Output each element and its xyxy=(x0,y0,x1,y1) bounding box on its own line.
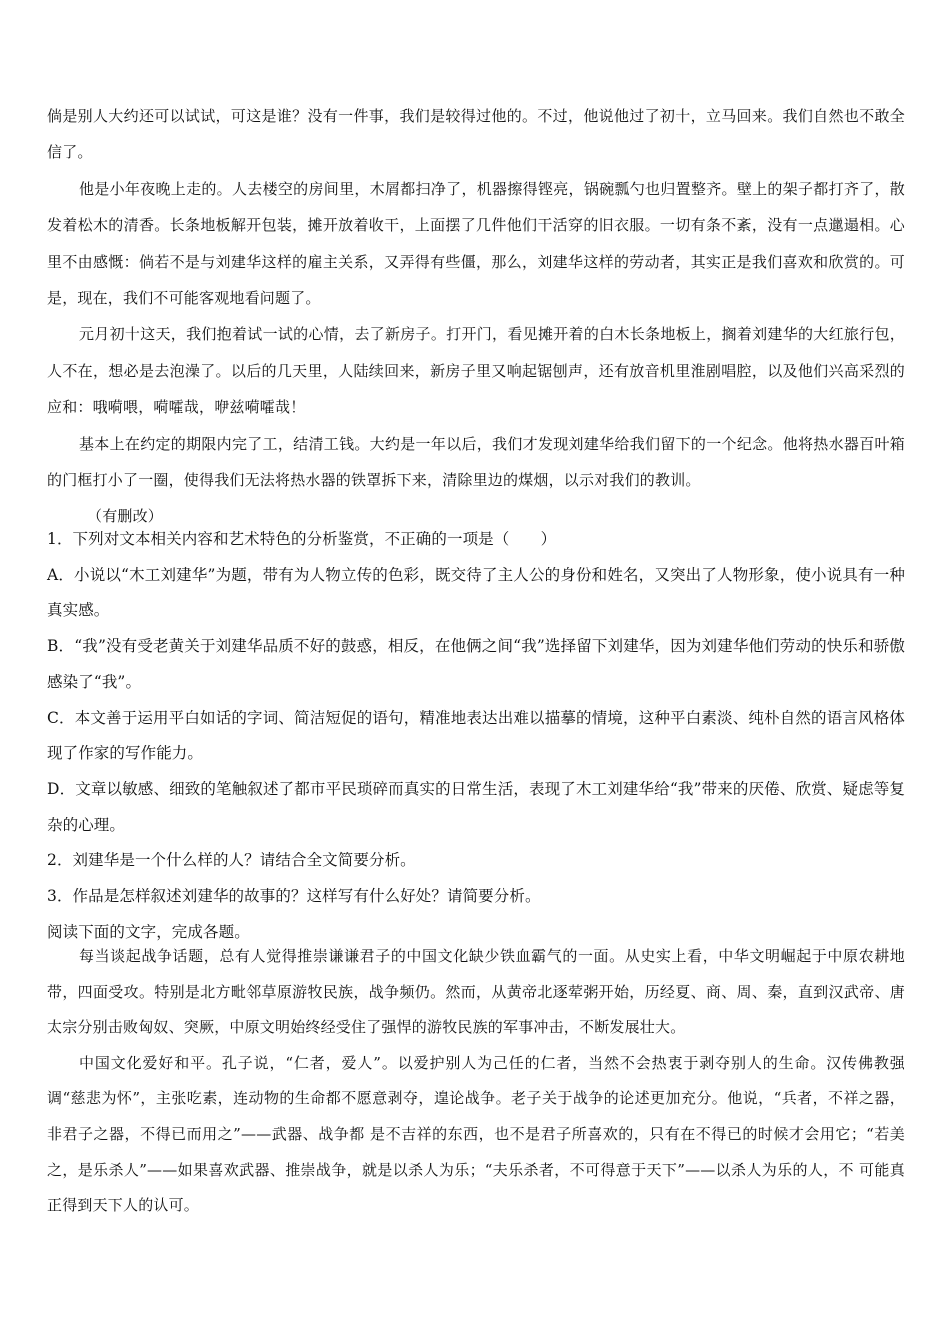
story-paragraph: 元月初十这天，我们抱着试一试的心情，去了新房子。打开门，看见摊开着的白木长条地板上，搁着刘建华的大红旅行包，人不在，想必是去泡澡了。以后的几天里，人陆续回来，新房子里又响起锯刨声，还有放音机里淮剧唱腔，以及他们兴高采烈的应和：哦嗬喂，嗬嚯哉，咿兹嗬嚯哉！ xyxy=(47,325,905,417)
option-c: C．本文善于运用平白如话的字词、简洁短促的语句，精准地表达出难以描摹的情境，这种平白素淡、纯朴自然的语言风格体现了作家的写作能力。 xyxy=(47,708,905,763)
story-paragraph: 倘是别人大约还可以试试，可这是谁？没有一件事，我们是较得过他的。不过，他说他过了初十，立马回来。我们自然也不敢全信了。 xyxy=(47,107,905,162)
story-paragraph: 他是小年夜晚上走的。人去楼空的房间里，木屑都扫净了，机器擦得铿亮，锅碗瓢勺也归置整齐。壁上的架子都打齐了，散发着松木的清香。长条地板解开包装，摊开放着收干，上面摆了几件他们干活穿的旧衣服。一切有条不紊，没有一点邋遢相。心里不由感慨：倘若不是与刘建华这样的雇主关系，又弄得有些僵，那么，刘建华这样的劳动者，其实正是我们喜欢和欣赏的。可是，现在，我们不可能客观地看问题了。 xyxy=(47,179,905,308)
reading-instruction: 阅读下面的文字，完成各题。 xyxy=(47,922,250,941)
question-2: 2．刘建华是一个什么样的人？请结合全文简要分析。 xyxy=(47,851,416,870)
essay-paragraph: 每当谈起战争话题，总有人觉得推崇谦谦君子的中国文化缺少铁血霸气的一面。从史实上看，中华文明崛起于中原农耕地带，四面受攻。特别是北方毗邻草原游牧民族，战争频仍。然而，从黄帝北逐荤粥开始，历经夏、商、周、秦，直到汉武帝、唐太宗分别击败匈奴、突厥，中原文明始终经受住了强悍的游牧民族的军事冲击，不断发展壮大。 xyxy=(47,947,905,1037)
story-excerpt xyxy=(47,98,905,535)
option-d: D．文章以敏感、细致的笔触叙述了都市平民琐碎而真实的日常生活，表现了木工刘建华给“我”带来的厌倦、欣赏、疑虑等复杂的心理。 xyxy=(47,779,905,834)
abridged-note: （有删改） xyxy=(87,507,164,526)
option-a: A．小说以“木工刘建华”为题，带有为人物立传的色彩，既交待了主人公的身份和姓名，又突出了人物形象，使小说具有一种真实感。 xyxy=(47,565,905,620)
story-paragraph: 基本上在约定的期限内完了工，结清工钱。大约是一年以后，我们才发现刘建华给我们留下的一个纪念。他将热水器百叶箱的门框打小了一圈，使得我们无法将热水器的铁罩拆下来，清除里边的煤烟，以示对我们的教训。 xyxy=(47,434,905,490)
option-b: B．“我”没有受老黄关于刘建华品质不好的鼓惑，相反，在他俩之间“我”选择留下刘建华，因为刘建华他们劳动的快乐和骄傲感染了“我”。 xyxy=(47,637,905,691)
essay-paragraph: 中国文化爱好和平。孔子说，“仁者，爱人”。以爱护别人为己任的仁者，当然不会热衷于剥夺别人的生命。汉传佛教强调“慈悲为怀”，主张吃素，连动物的生命都不愿意剥夺，遑论战争。老子关于战争的论述更加充分。他说，“兵者，不祥之器，非君子之器，不得已而用之”——武器、战争都 是不吉祥的东西，也不是君子所喜欢的，只有在不得已的时候才会用它；“若美之，是乐杀人”——如果喜欢武器、推崇战争，就是以杀人为乐；“夫乐杀者，不可得意于天下”——以杀人为乐的人，不 可能真正得到天下人的认可。 xyxy=(47,1053,905,1215)
essay-excerpt xyxy=(47,939,905,1224)
question-set xyxy=(47,522,905,950)
question-3: 3．作品是怎样叙述刘建华的故事的？这样写有什么好处？请简要分析。 xyxy=(47,887,541,906)
question-1: 1．下列对文本相关内容和艺术特色的分析鉴赏，不正确的一项是（ ） xyxy=(47,530,557,548)
